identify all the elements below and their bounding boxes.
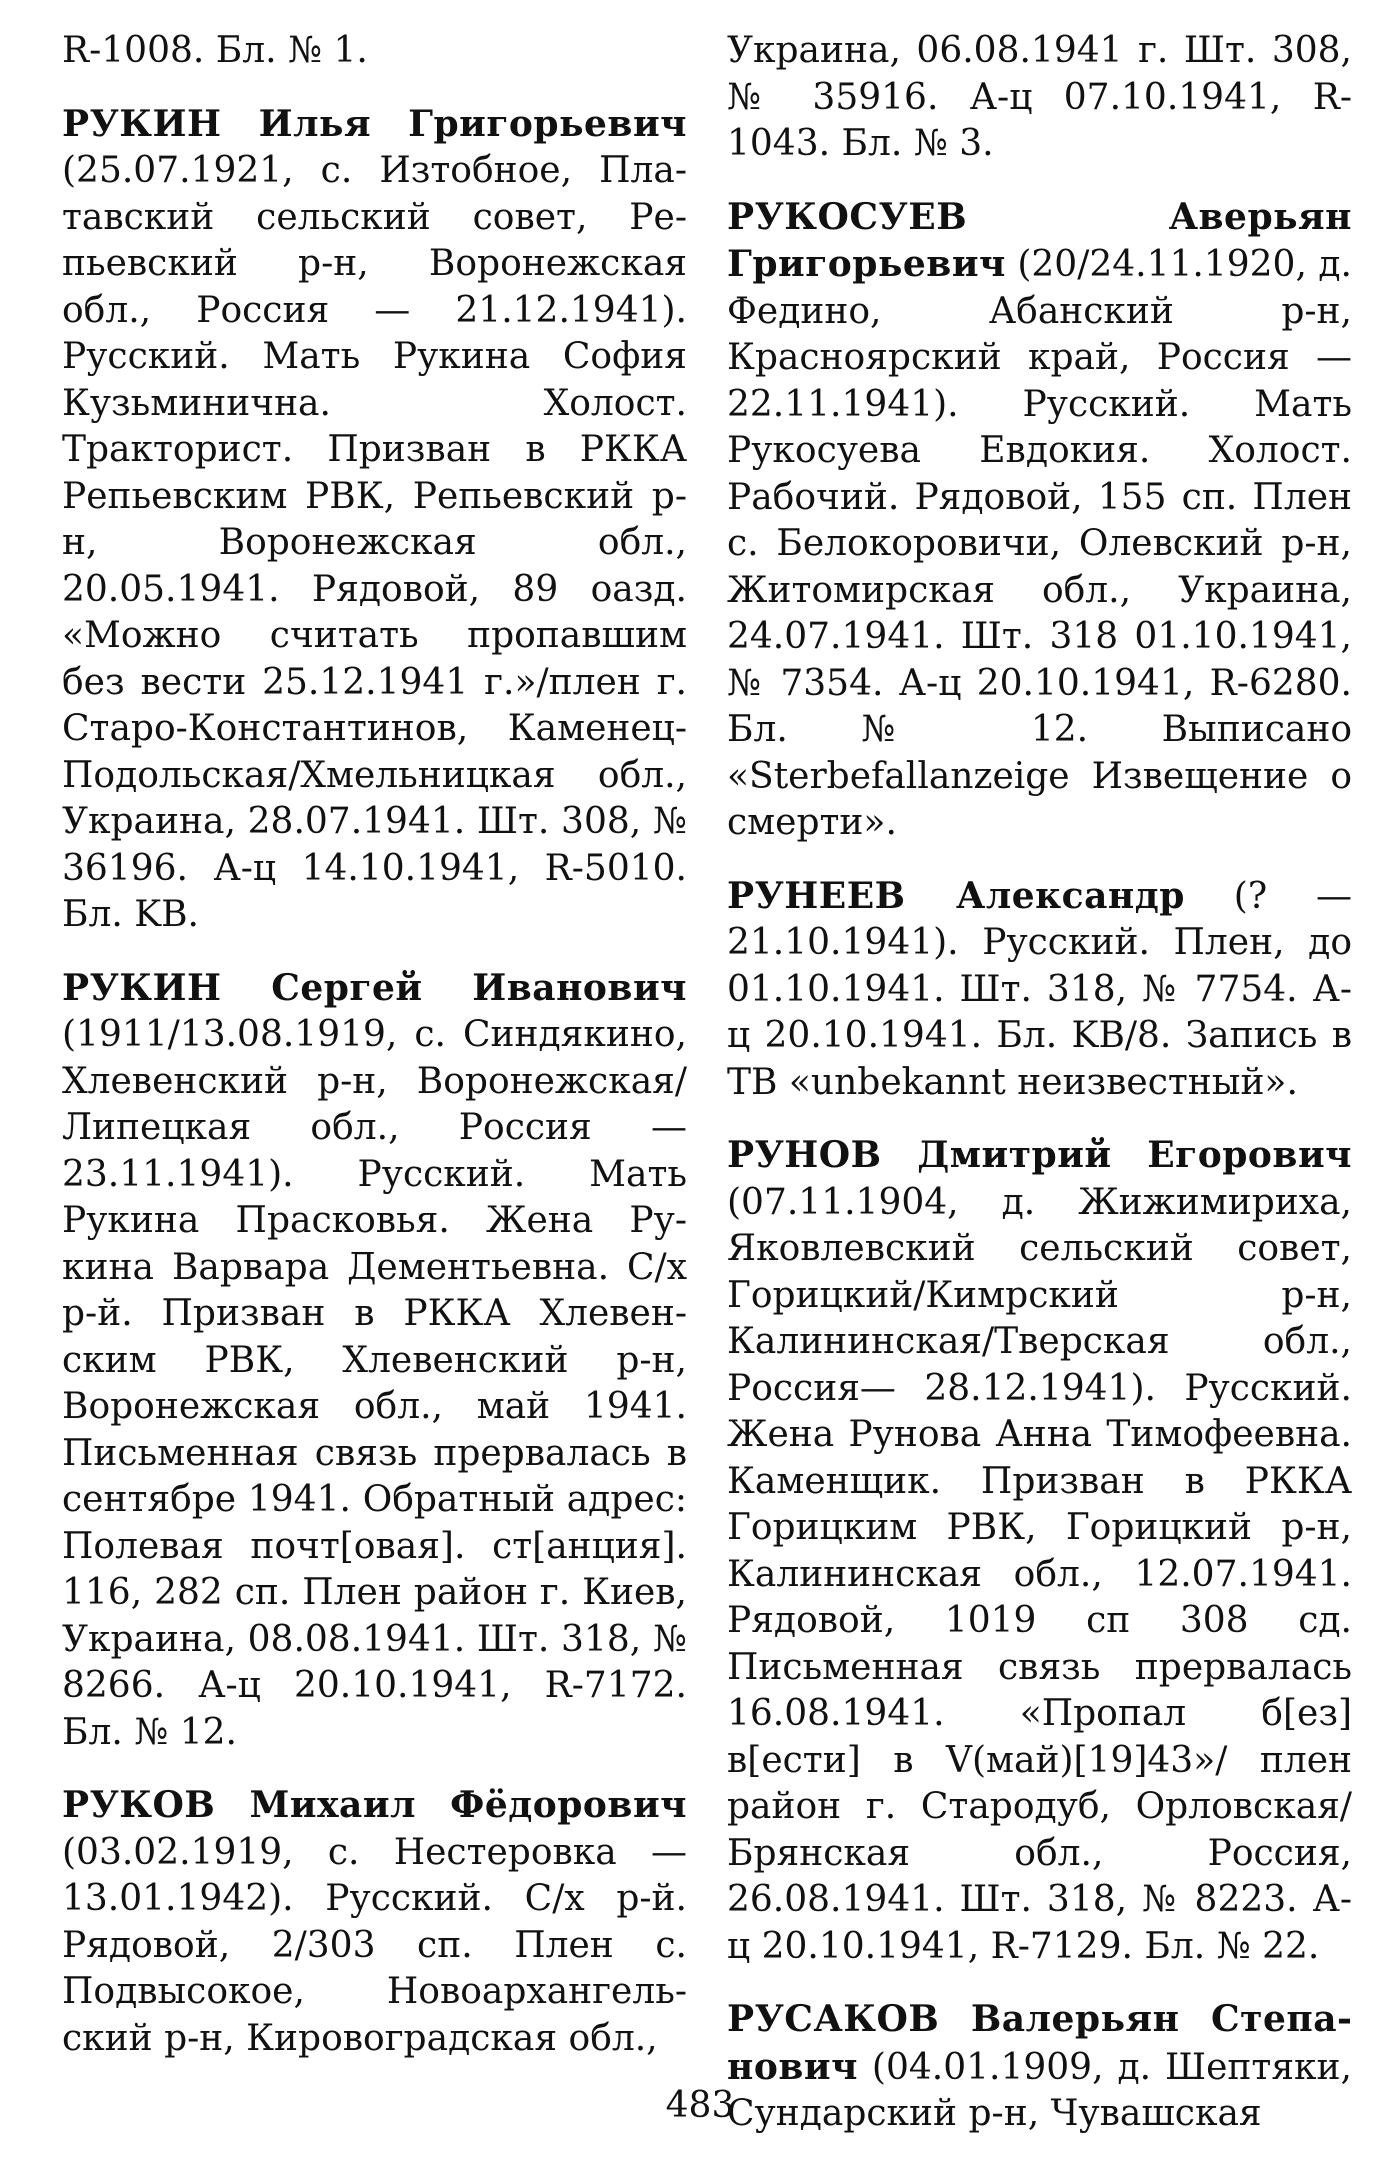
continuation-text: R-1008. Бл. № 1.: [62, 30, 368, 71]
entry-name: РУКИН Сергей Иванович: [62, 966, 687, 1009]
entry-rukov-mikhail: [62, 1782, 687, 2062]
entry-rukin-sergey: [62, 965, 687, 1757]
entry-text: (03.02.1919, с. Нестеровка — 13.01.1942). Русский. С/х р-й. Рядовой, 2/303 сп. Плен с. Подвысокое, Новоархангельский р-н, Кировоградская обл.,: [62, 1831, 687, 2059]
entry-text: (07.11.1904, д. Жижимириха, Яковлевский сельский совет, Горицкий/Кимрский р-н, Калининская/Тверская обл., Россия— 28.12.1941). Русский. Жена Рунова Анна Тимофеевна. Каменщик. Призван в РККА Горицким РВК, Горицкий р-н, Калининская обл., 12.07.1941. Рядовой, 1019 сп 308 сд. Письменная связь прервалась 16.08.1941. «Пропал б[ез] в[ести] в V(май)[19]43»/ плен район г. Стародуб, Орловская/Брянская обл., Россия, 26.08.1941. Шт. 318, № 8223. А-ц 20.10.1941, R-7129. Бл. № 22.: [727, 1181, 1352, 1967]
entry-name: РУКОСУЕВ Аверьян Григорьевич: [727, 195, 1352, 285]
entry-text: (25.07.1921, с. Изтобное, Плaтавский сельский совет, Репьевский р-н, Воронежская обл., Россия — 21.12.1941). Русский. Мать Рукина София Кузьминична. Холост. Тракторист. Призван в РККА Репьевским РВК, Репьевский р-н, Воронежская обл., 20.05.1941. Рядовой, 89 оазд. «Можно считать пропавшим без вести 25.12.1941 г.»/плен г. Старо-Константинов, Каменец-Подольская/Хмельницкая обл., Украина, 28.07.1941. Шт. 308, № 36196. А-ц 14.10.1941, R-5010. Бл. KB.: [62, 150, 687, 935]
entry-text: (20/24.11.1920, д. Федино, Абанский р-н, Красноярский край, Россия — 22.11.1941). Русский. Мать Рукосуева Евдокия. Холост. Рабочий. Рядовой, 155 сп. Плен с. Белокоровичи, Олевский р-н, Житомирская обл., Украина, 24.07.1941. Шт. 318 01.10.1941, № 7354. А-ц 20.10.1941, R-6280. Бл. № 12. Выписано «Sterbefallanzeige Извещение о смерти».: [727, 244, 1352, 843]
entry-name: РУНОВ Дмитрий Егорович: [727, 1134, 1352, 1176]
page-number: 483: [665, 2085, 735, 2126]
continuation-text: Украина, 06.08.1941 г. Шт. 308, № 35916. А-ц 07.10.1941, R-1043. Бл. № 3.: [727, 30, 1352, 164]
entry-runov-dmitriy: [727, 1132, 1352, 1970]
entry-name: РУНЕЕВ Александр: [727, 874, 1185, 917]
entry-name: РУСАКОВ Валерьян Степанович: [727, 1998, 1352, 2088]
entry-rukin-ilya: [62, 101, 687, 939]
entry-text: (1911/13.08.1919, с. Синдякино, Хлевенский р-н, Воронежская/Липецкая обл., Россия — 23.11.1941). Русский. Мать Рукина Прасковья. Жена Рукина Варвара Дементьевна. С/х р-й. Призван в РККА Хлевенским РВК, Хлевенский р-н, Воронежская обл., май 1941. Письменная связь прервалась в сентябре 1941. Обратный адрес: Полевая почт[овая]. ст[анция]. 116, 282 сп. Плен район г. Киев, Украина, 08.08.1941. Шт. 318, № 8266. А-ц 20.10.1941, R-7172. Бл. № 12.: [62, 1014, 687, 1753]
entry-name: РУКИН Илья Григорьевич: [62, 102, 687, 145]
entry-text: (04.01.1909, д. Шептяки, Сундарский р-н, Чувашская: [727, 2046, 1352, 2134]
entry-text: (? — 21.10.1941). Русский. Плен, до 01.10.1941. Шт. 318, № 7754. А-ц 20.10.1941. Бл. KB/8. Запись в ТВ «unbekannt неизвестный».: [727, 875, 1353, 1103]
left-column: [62, 28, 687, 2088]
entry-name: РУКОВ Михаил Фёдорович: [62, 1784, 687, 1826]
right-column: [727, 28, 1352, 2164]
entry-rukosuev-averyan: [727, 194, 1352, 847]
entry-runeev-aleksandr: [727, 873, 1352, 1107]
